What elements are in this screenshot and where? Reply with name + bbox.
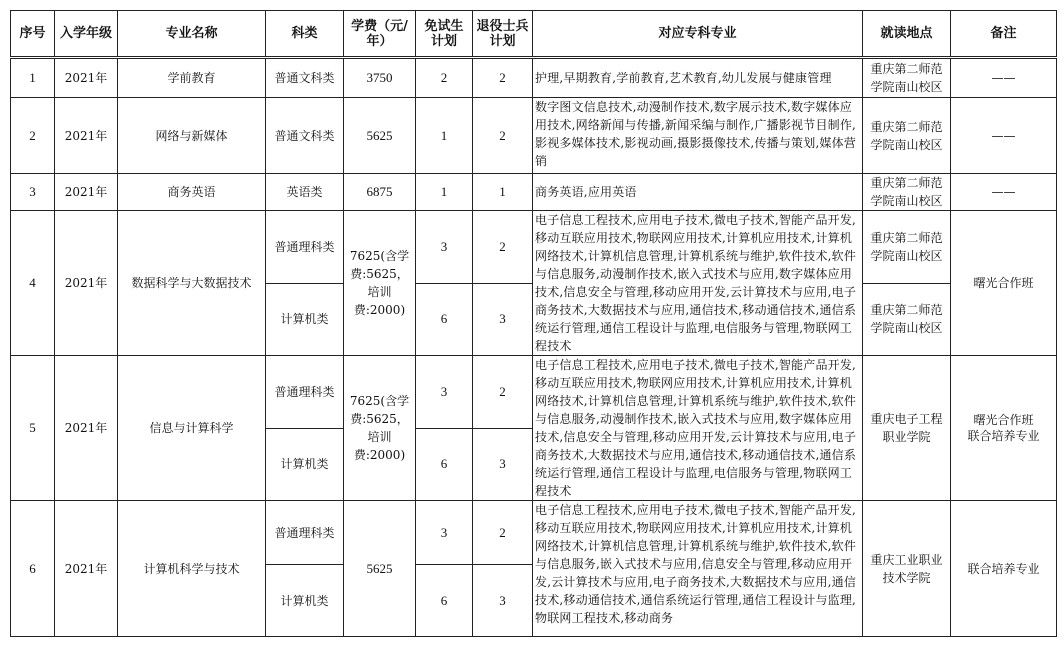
row-category: 英语类 [266, 174, 344, 211]
header-year: 入学年级 [55, 11, 118, 58]
header-exempt: 免试生计划 [416, 11, 473, 58]
row-tuition: 5625 [344, 98, 416, 174]
row-remark: 联合培养专业 [951, 501, 1057, 637]
row-exempt-computer: 6 [416, 428, 473, 501]
row-remark: —— [951, 98, 1057, 174]
row-year: 2021年 [55, 501, 118, 637]
row-major: 商务英语 [118, 174, 266, 211]
row-tuition: 3750 [344, 58, 416, 98]
row-category-science: 普通理科类 [266, 356, 344, 429]
row-category-computer: 计算机类 [266, 428, 344, 501]
row-location: 重庆第二师范学院南山校区 [863, 58, 951, 98]
table-row [11, 501, 1057, 565]
header-major: 专业名称 [118, 11, 266, 58]
table-row [11, 356, 1057, 429]
row-exempt: 2 [416, 58, 473, 98]
row-related-majors: 电子信息工程技术,应用电子技术,微电子技术,智能产品开发,移动互联应用技术,物联网应用技术,计算机应用技术,计算机网络技术,计算机信息管理,计算机系统与维护,软件技术,软件与信息服务,动漫制作技术,嵌入式技术与应用,数字媒体应用技术,信息安全与管理,移动应用开发,云计算技术与应用,电子商务技术,大数据技术与应用,通信技术,移动通信技术,通信系统运行管理,通信工程设计与监理,电信服务与管理,物联网工程技术 [533, 211, 863, 356]
table-row [11, 98, 1057, 174]
row-exempt-computer: 6 [416, 283, 473, 356]
row-location: 重庆第二师范学院南山校区 [863, 174, 951, 211]
row-tuition: 5625 [344, 501, 416, 637]
row-location: 重庆工业职业技术学院 [863, 501, 951, 637]
header-row [11, 11, 1057, 58]
enrollment-plan-table [10, 10, 1057, 637]
row-veteran-computer: 3 [473, 428, 533, 501]
row-category-science: 普通理科类 [266, 501, 344, 565]
row-no: 5 [11, 356, 55, 501]
row-veteran-science: 2 [473, 211, 533, 284]
row-remark: —— [951, 174, 1057, 211]
row-major: 学前教育 [118, 58, 266, 98]
row-no: 1 [11, 58, 55, 98]
row-major: 信息与计算科学 [118, 356, 266, 501]
row-location: 重庆电子工程职业学院 [863, 356, 951, 501]
row-tuition: 7625(含学费:5625，培训费:2000) [344, 211, 416, 356]
row-category: 普通文科类 [266, 98, 344, 174]
row-year: 2021年 [55, 58, 118, 98]
header-location: 就读地点 [863, 11, 951, 58]
row-tuition: 6875 [344, 174, 416, 211]
row-exempt-science: 3 [416, 501, 473, 565]
table-row [11, 58, 1057, 98]
row-remark [951, 356, 1057, 501]
row-major: 网络与新媒体 [118, 98, 266, 174]
row-no: 3 [11, 174, 55, 211]
row-remark: 曙光合作班 [951, 211, 1057, 356]
row-location-science: 重庆第二师范学院南山校区 [863, 211, 951, 284]
row-year: 2021年 [55, 211, 118, 356]
row-veteran-science: 2 [473, 356, 533, 429]
row-exempt-computer: 6 [416, 565, 473, 637]
row-related-majors: 护理,早期教育,学前教育,艺术教育,幼儿发展与健康管理 [533, 58, 863, 98]
header-tuition: 学费（元/年） [344, 11, 416, 58]
row-tuition: 7625(含学费:5625，培训费:2000) [344, 356, 416, 501]
row-no: 6 [11, 501, 55, 637]
header-category: 科类 [266, 11, 344, 58]
table-row [11, 174, 1057, 211]
row-category-computer: 计算机类 [266, 283, 344, 356]
row-location-computer: 重庆第二师范学院南山校区 [863, 283, 951, 356]
row-year: 2021年 [55, 356, 118, 501]
row-category: 普通文科类 [266, 58, 344, 98]
row-veteran-computer: 3 [473, 283, 533, 356]
row-major: 数据科学与大数据技术 [118, 211, 266, 356]
header-related: 对应专科专业 [533, 11, 863, 58]
header-no: 序号 [11, 11, 55, 58]
row-major: 计算机科学与技术 [118, 501, 266, 637]
row-year: 2021年 [55, 174, 118, 211]
remark-line: 曙光合作班 [973, 413, 1034, 427]
row-related-majors: 数字图文信息技术,动漫制作技术,数字展示技术,数字媒体应用技术,网络新闻与传播,新闻采编与制作,广播影视节目制作,影视多媒体技术,影视动画,摄影摄像技术,传播与策划,媒体营销 [533, 98, 863, 174]
row-related-majors: 商务英语,应用英语 [533, 174, 863, 211]
header-remark: 备注 [951, 11, 1057, 58]
row-category-science: 普通理科类 [266, 211, 344, 284]
row-location: 重庆第二师范学院南山校区 [863, 98, 951, 174]
row-remark: —— [951, 58, 1057, 98]
row-exempt-science: 3 [416, 356, 473, 429]
row-year: 2021年 [55, 98, 118, 174]
row-veteran-science: 2 [473, 501, 533, 565]
row-veteran: 2 [473, 98, 533, 174]
row-veteran-computer: 3 [473, 565, 533, 637]
row-no: 4 [11, 211, 55, 356]
row-exempt: 1 [416, 174, 473, 211]
row-veteran: 2 [473, 58, 533, 98]
row-related-majors: 电子信息工程技术,应用电子技术,微电子技术,智能产品开发,移动互联应用技术,物联网应用技术,计算机应用技术,计算机网络技术,计算机信息管理,计算机系统与维护,软件技术,软件与信息服务,嵌入式技术与应用,信息安全与管理,移动应用开发,云计算技术与应用,电子商务技术,大数据技术与应用,通信技术,移动通信技术,通信系统运行管理,通信工程设计与监理,物联网工程技术,移动商务 [533, 501, 863, 637]
header-veteran: 退役士兵计划 [473, 11, 533, 58]
remark-line: 联合培养专业 [967, 429, 1040, 443]
table-row [11, 211, 1057, 284]
row-exempt: 1 [416, 98, 473, 174]
row-related-majors: 电子信息工程技术,应用电子技术,微电子技术,智能产品开发,移动互联应用技术,物联网应用技术,计算机应用技术,计算机网络技术,计算机信息管理,计算机系统与维护,软件技术,软件与信息服务,动漫制作技术,嵌入式技术与应用,数字媒体应用技术,信息安全与管理,移动应用开发,云计算技术与应用,电子商务技术,大数据技术与应用,通信技术,移动通信技术,通信系统运行管理,通信工程设计与监理,电信服务与管理,物联网工程技术 [533, 356, 863, 501]
row-no: 2 [11, 98, 55, 174]
row-exempt-science: 3 [416, 211, 473, 284]
row-veteran: 1 [473, 174, 533, 211]
row-category-computer: 计算机类 [266, 565, 344, 637]
